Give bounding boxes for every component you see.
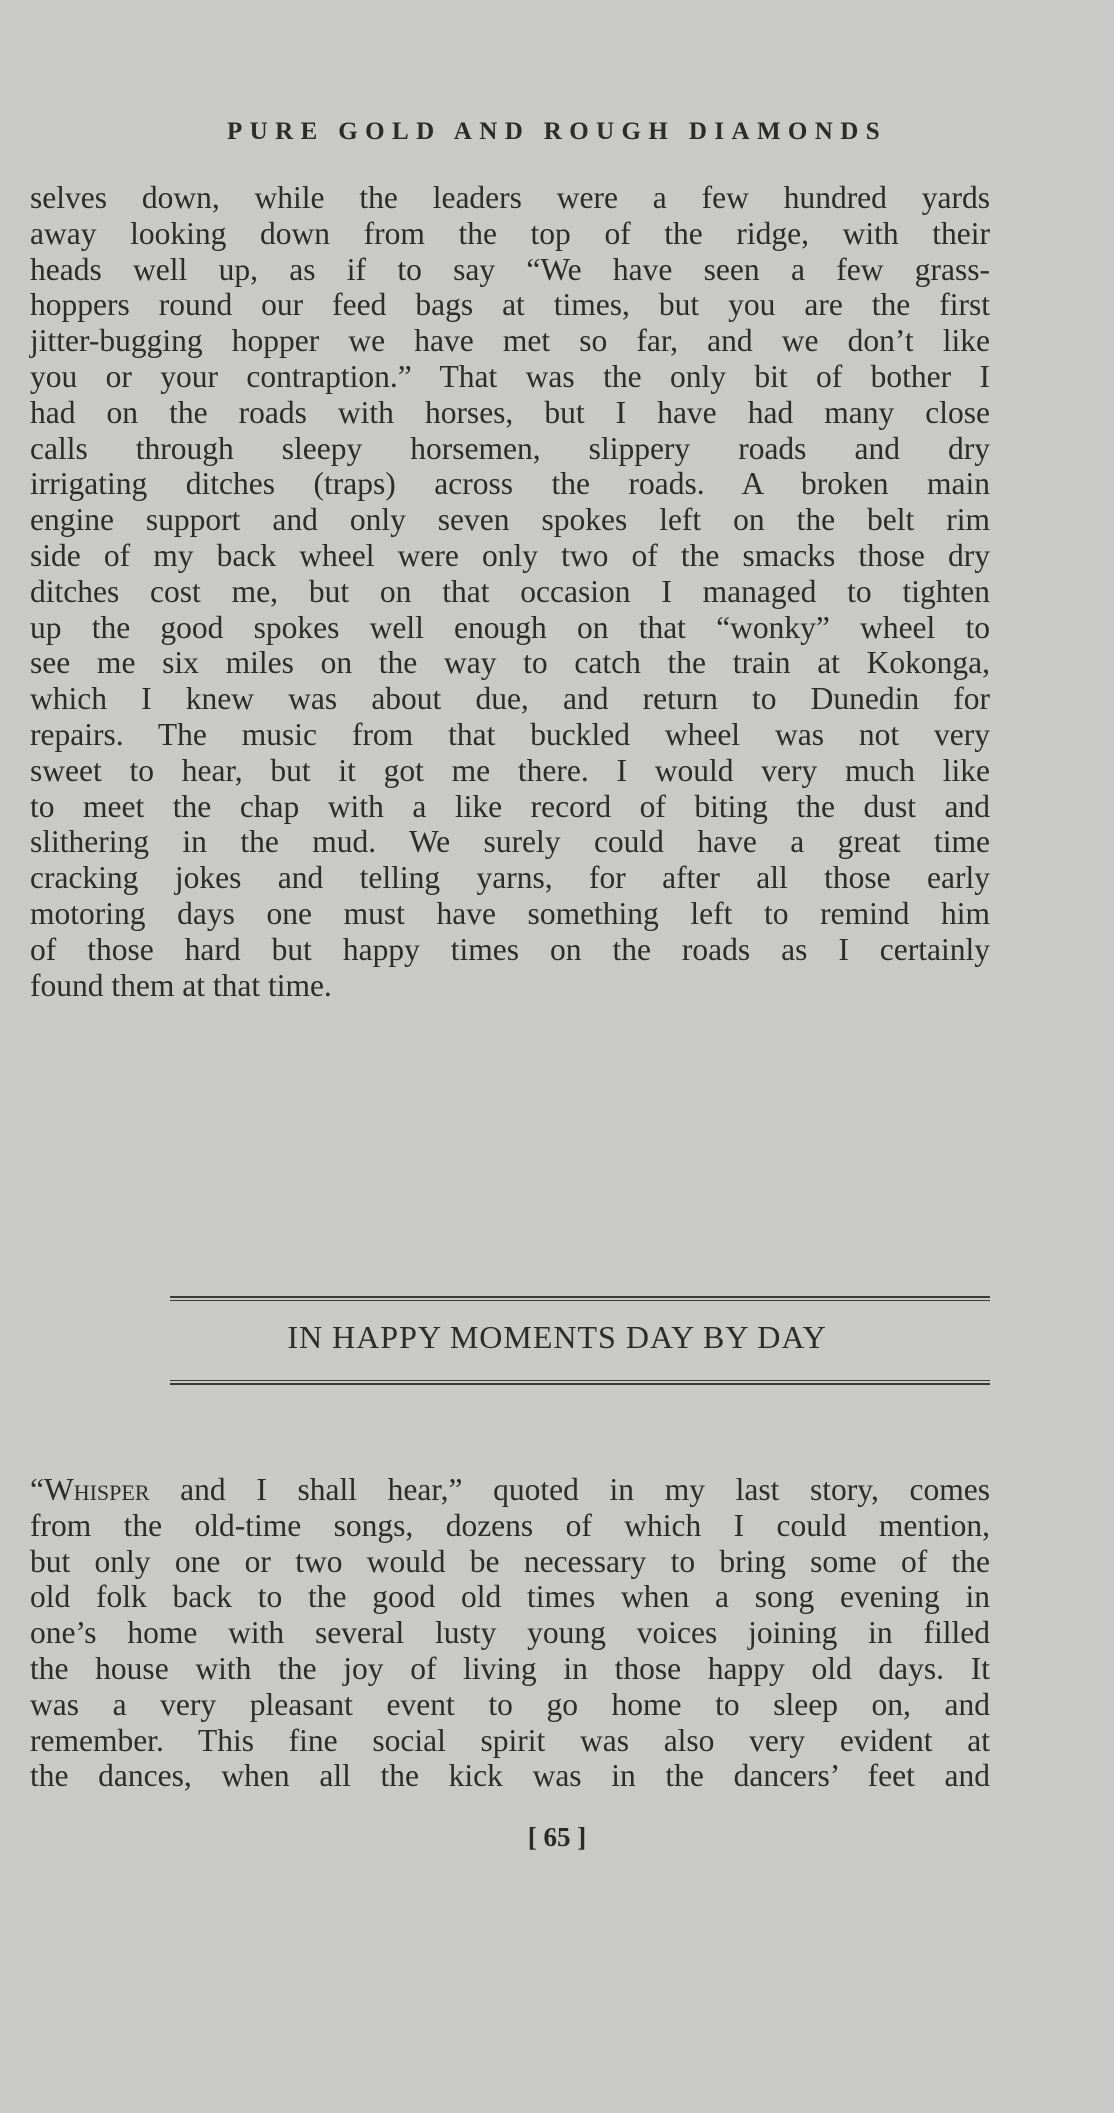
text-line: which I knew was about due, and return to Dunedin for xyxy=(30,681,990,717)
text-line: from the old-time songs, dozens of which I could mention, xyxy=(30,1507,990,1543)
text-line: irrigating ditches (traps) across the roads. A broken main xyxy=(30,466,990,502)
section-rule-top-thin xyxy=(170,1300,990,1301)
text-line: motoring days one must have something left to remind him xyxy=(30,895,990,931)
text-line: ditches cost me, but on that occasion I managed to tighten xyxy=(30,573,990,609)
text-line: cracking jokes and telling yarns, for after all those early xyxy=(30,860,990,896)
text-line: to meet the chap with a like record of biting the dust and xyxy=(30,788,990,824)
paragraph-new-section xyxy=(30,1472,990,1794)
text-line: side of my back wheel were only two of the smacks those dry xyxy=(30,537,990,573)
text-line: the dances, when all the kick was in the dancers’ feet and xyxy=(30,1758,990,1794)
text-line: the house with the joy of living in those happy old days. It xyxy=(30,1650,990,1686)
text-line: jitter-bugging hopper we have met so far, and we don’t like xyxy=(30,323,990,359)
text-line: calls through sleepy horsemen, slippery roads and dry xyxy=(30,430,990,466)
text-line: slithering in the mud. We surely could have a great time xyxy=(30,824,990,860)
text-line: heads well up, as if to say “We have seen a few grass- xyxy=(30,251,990,287)
section-rule-bottom xyxy=(170,1383,990,1385)
text-line-first xyxy=(30,1472,990,1508)
section-title: IN HAPPY MOMENTS DAY BY DAY xyxy=(287,1319,827,1355)
section-rule-bottom-thin xyxy=(170,1380,990,1381)
text-line: selves down, while the leaders were a few hundred yards xyxy=(30,180,990,215)
drop-word: “Whisper xyxy=(30,1472,150,1507)
text-line: hoppers round our feed bags at times, but you are the first xyxy=(30,287,990,323)
text-line: up the good spokes well enough on that “wonky” wheel to xyxy=(30,609,990,645)
text-line: see me six miles on the way to catch the train at Kokonga, xyxy=(30,645,990,681)
text-line: remember. This fine social spirit was also very evident at xyxy=(30,1722,990,1758)
section-rule-top xyxy=(170,1296,990,1298)
paragraph-continued xyxy=(30,180,990,1003)
text-line: old folk back to the good old times when a song evening in xyxy=(30,1579,990,1615)
text-line: found them at that time. xyxy=(30,967,332,1003)
text-line: was a very pleasant event to go home to sleep on, and xyxy=(30,1686,990,1722)
text-line: of those hard but happy times on the roads as I certainly xyxy=(30,931,990,967)
text-line: engine support and only seven spokes left on the belt rim xyxy=(30,502,990,538)
text-line: but only one or two would be necessary to bring some of the xyxy=(30,1543,990,1579)
text-line: away looking down from the top of the ridge, with their xyxy=(30,215,990,251)
text-line: had on the roads with horses, but I have had many close xyxy=(30,394,990,430)
text-line: one’s home with several lusty young voices joining in filled xyxy=(30,1615,990,1651)
text-line: sweet to hear, but it got me there. I would very much like xyxy=(30,752,990,788)
text-line: you or your contraption.” That was the only bit of bother I xyxy=(30,358,990,394)
text-line: repairs. The music from that buckled wheel was not very xyxy=(30,716,990,752)
page-number: [ 65 ] xyxy=(527,1822,587,1852)
running-head: PURE GOLD AND ROUGH DIAMONDS xyxy=(227,118,887,145)
first-line-rest: and I shall hear,” quoted in my last story, comes xyxy=(149,1472,990,1507)
